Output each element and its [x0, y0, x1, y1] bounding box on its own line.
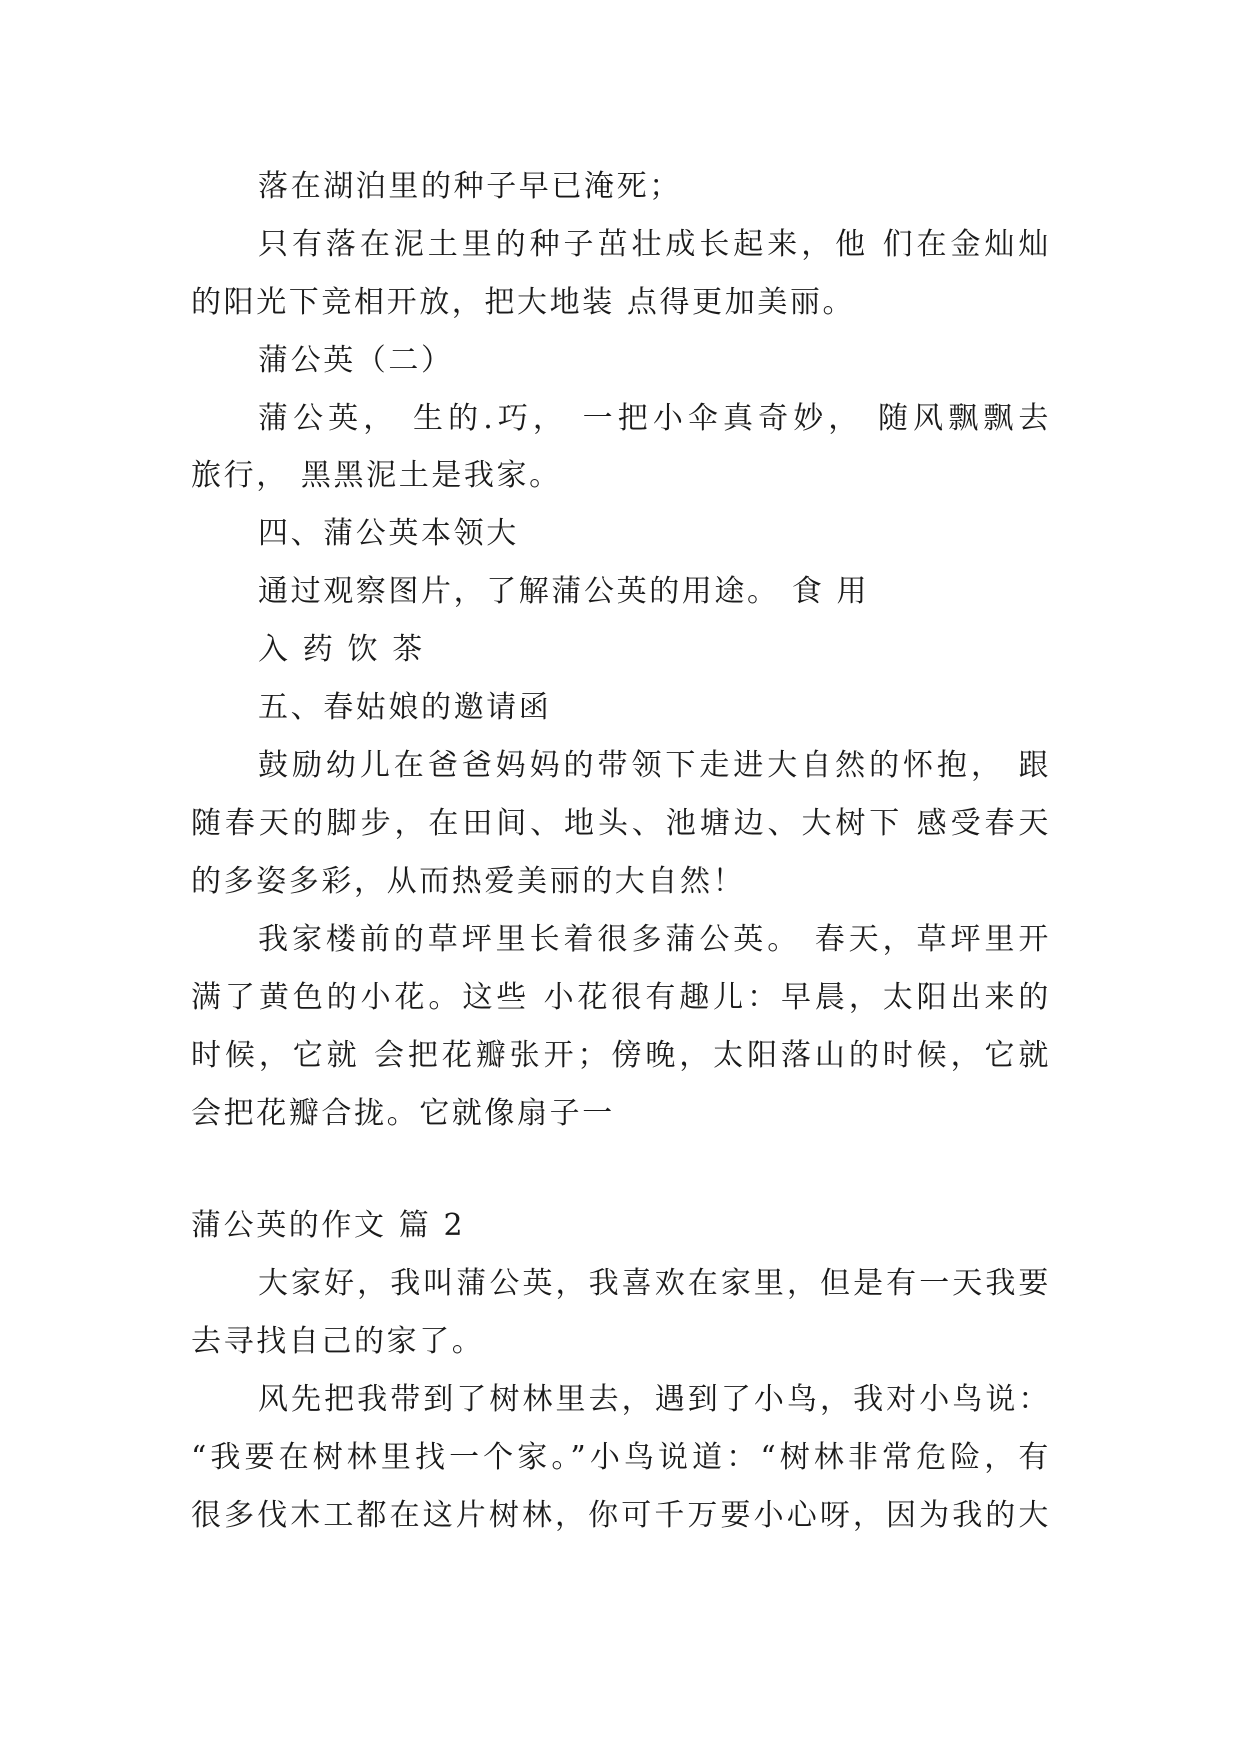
section-heading: 四、蒲公英本领大 — [258, 516, 519, 551]
article-heading: 蒲公英的作文 篇 2 — [191, 1208, 466, 1243]
text-line: 旅行， 黑黑泥土是我家。 — [191, 458, 562, 493]
text-line: 的多姿多彩，从而热爱美丽的大自然！ — [191, 864, 746, 899]
text-line: 时候，它就 会把花瓣张开；傍晚，太阳落山的时候，它就 — [191, 1038, 1051, 1073]
text-line: 蒲公英， 生的.巧， 一把小伞真奇妙， 随风飘飘去 — [258, 401, 1051, 436]
text-line: 风先把我带到了树林里去，遇到了小鸟，我对小鸟说： — [258, 1382, 1051, 1417]
text-line: 随春天的脚步，在田间、地头、池塘边、大树下 感受春天 — [191, 806, 1051, 841]
text-line: 很多伐木工都在这片树林，你可千万要小心呀，因为我的大 — [191, 1498, 1051, 1533]
text-line: 我家楼前的草坪里长着很多蒲公英。 春天，草坪里开 — [258, 922, 1051, 957]
text-line: 鼓励幼儿在爸爸妈妈的带领下走进大自然的怀抱， 跟 — [258, 748, 1051, 783]
section-heading: 蒲公英（二） — [258, 343, 454, 378]
text-line: 落在湖泊里的种子早已淹死； — [258, 169, 682, 204]
text-line: 的阳光下竞相开放，把大地装 点得更加美丽。 — [191, 285, 856, 320]
text-line: 只有落在泥土里的种子茁壮成长起来，他 们在金灿灿 — [258, 227, 1051, 262]
text-line: 去寻找自己的家了。 — [191, 1324, 485, 1359]
text-line: “我要在树林里找一个家。”小鸟说道：“树林非常危险，有 — [191, 1440, 1051, 1475]
text-line: 满了黄色的小花。这些 小花很有趣儿：早晨，太阳出来的 — [191, 980, 1051, 1015]
text-line: 入 药 饮 茶 — [258, 632, 425, 667]
section-heading: 五、春姑娘的邀请函 — [258, 690, 552, 725]
text-line: 通过观察图片，了解蒲公英的用途。 食 用 — [258, 574, 870, 609]
text-line: 会把花瓣合拢。它就像扇子一 — [191, 1096, 615, 1131]
text-line: 大家好，我叫蒲公英，我喜欢在家里，但是有一天我要 — [258, 1266, 1051, 1301]
